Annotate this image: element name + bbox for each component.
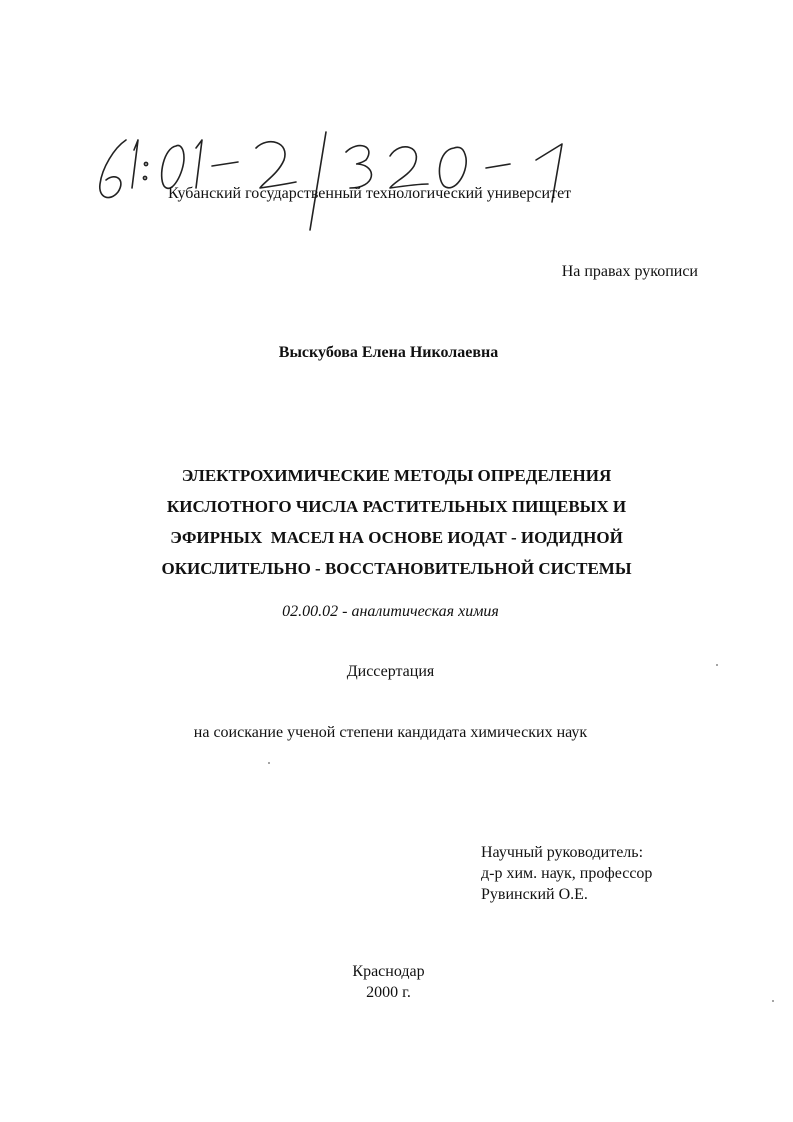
city: Краснодар [352,963,425,980]
specialty [0,603,793,621]
manuscript-rights-note: На правах рукописи [561,263,698,280]
title-line: ОКИСЛИТЕЛЬНО - ВОССТАНОВИТЕЛЬНОЙ СИСТЕМЫ [161,559,632,578]
handwritten-library-code [88,118,608,238]
supervisor-degree: д-р хим. наук, профессор [481,865,653,882]
scan-speck [268,762,270,764]
title-line: ЭФИРНЫХ МАСЕЛ НА ОСНОВЕ ИОДАТ - ИОДИДНОЙ [170,528,623,547]
author-name-text: Выскубова Елена Николаевна [278,344,499,361]
degree-statement-text: на соискание ученой степени кандидата химических наук [193,724,588,741]
place-and-year [0,961,793,1003]
scan-speck [772,1000,774,1002]
supervisor-name: Рувинский О.Е. [481,886,588,903]
specialty-text: 02.00.02 - аналитическая химия [282,603,499,620]
author-name [0,344,793,362]
degree-statement [0,724,793,742]
year: 2000 г. [366,984,411,1001]
supervisor-label: Научный руководитель: [481,844,644,861]
dissertation-title [0,460,793,584]
scan-speck [716,664,718,666]
document-type-text: Диссертация [346,663,435,680]
title-line: КИСЛОТНОГО ЧИСЛА РАСТИТЕЛЬНЫХ ПИЩЕВЫХ И [166,497,627,516]
year-line [0,982,793,1003]
university-name: Кубанский государственный технологический университет [168,185,572,202]
city-line [0,961,793,982]
document-type [0,663,793,681]
title-line: ЭЛЕКТРОХИМИЧЕСКИЕ МЕТОДЫ ОПРЕДЕЛЕНИЯ [181,466,612,485]
supervisor-block [481,842,652,905]
